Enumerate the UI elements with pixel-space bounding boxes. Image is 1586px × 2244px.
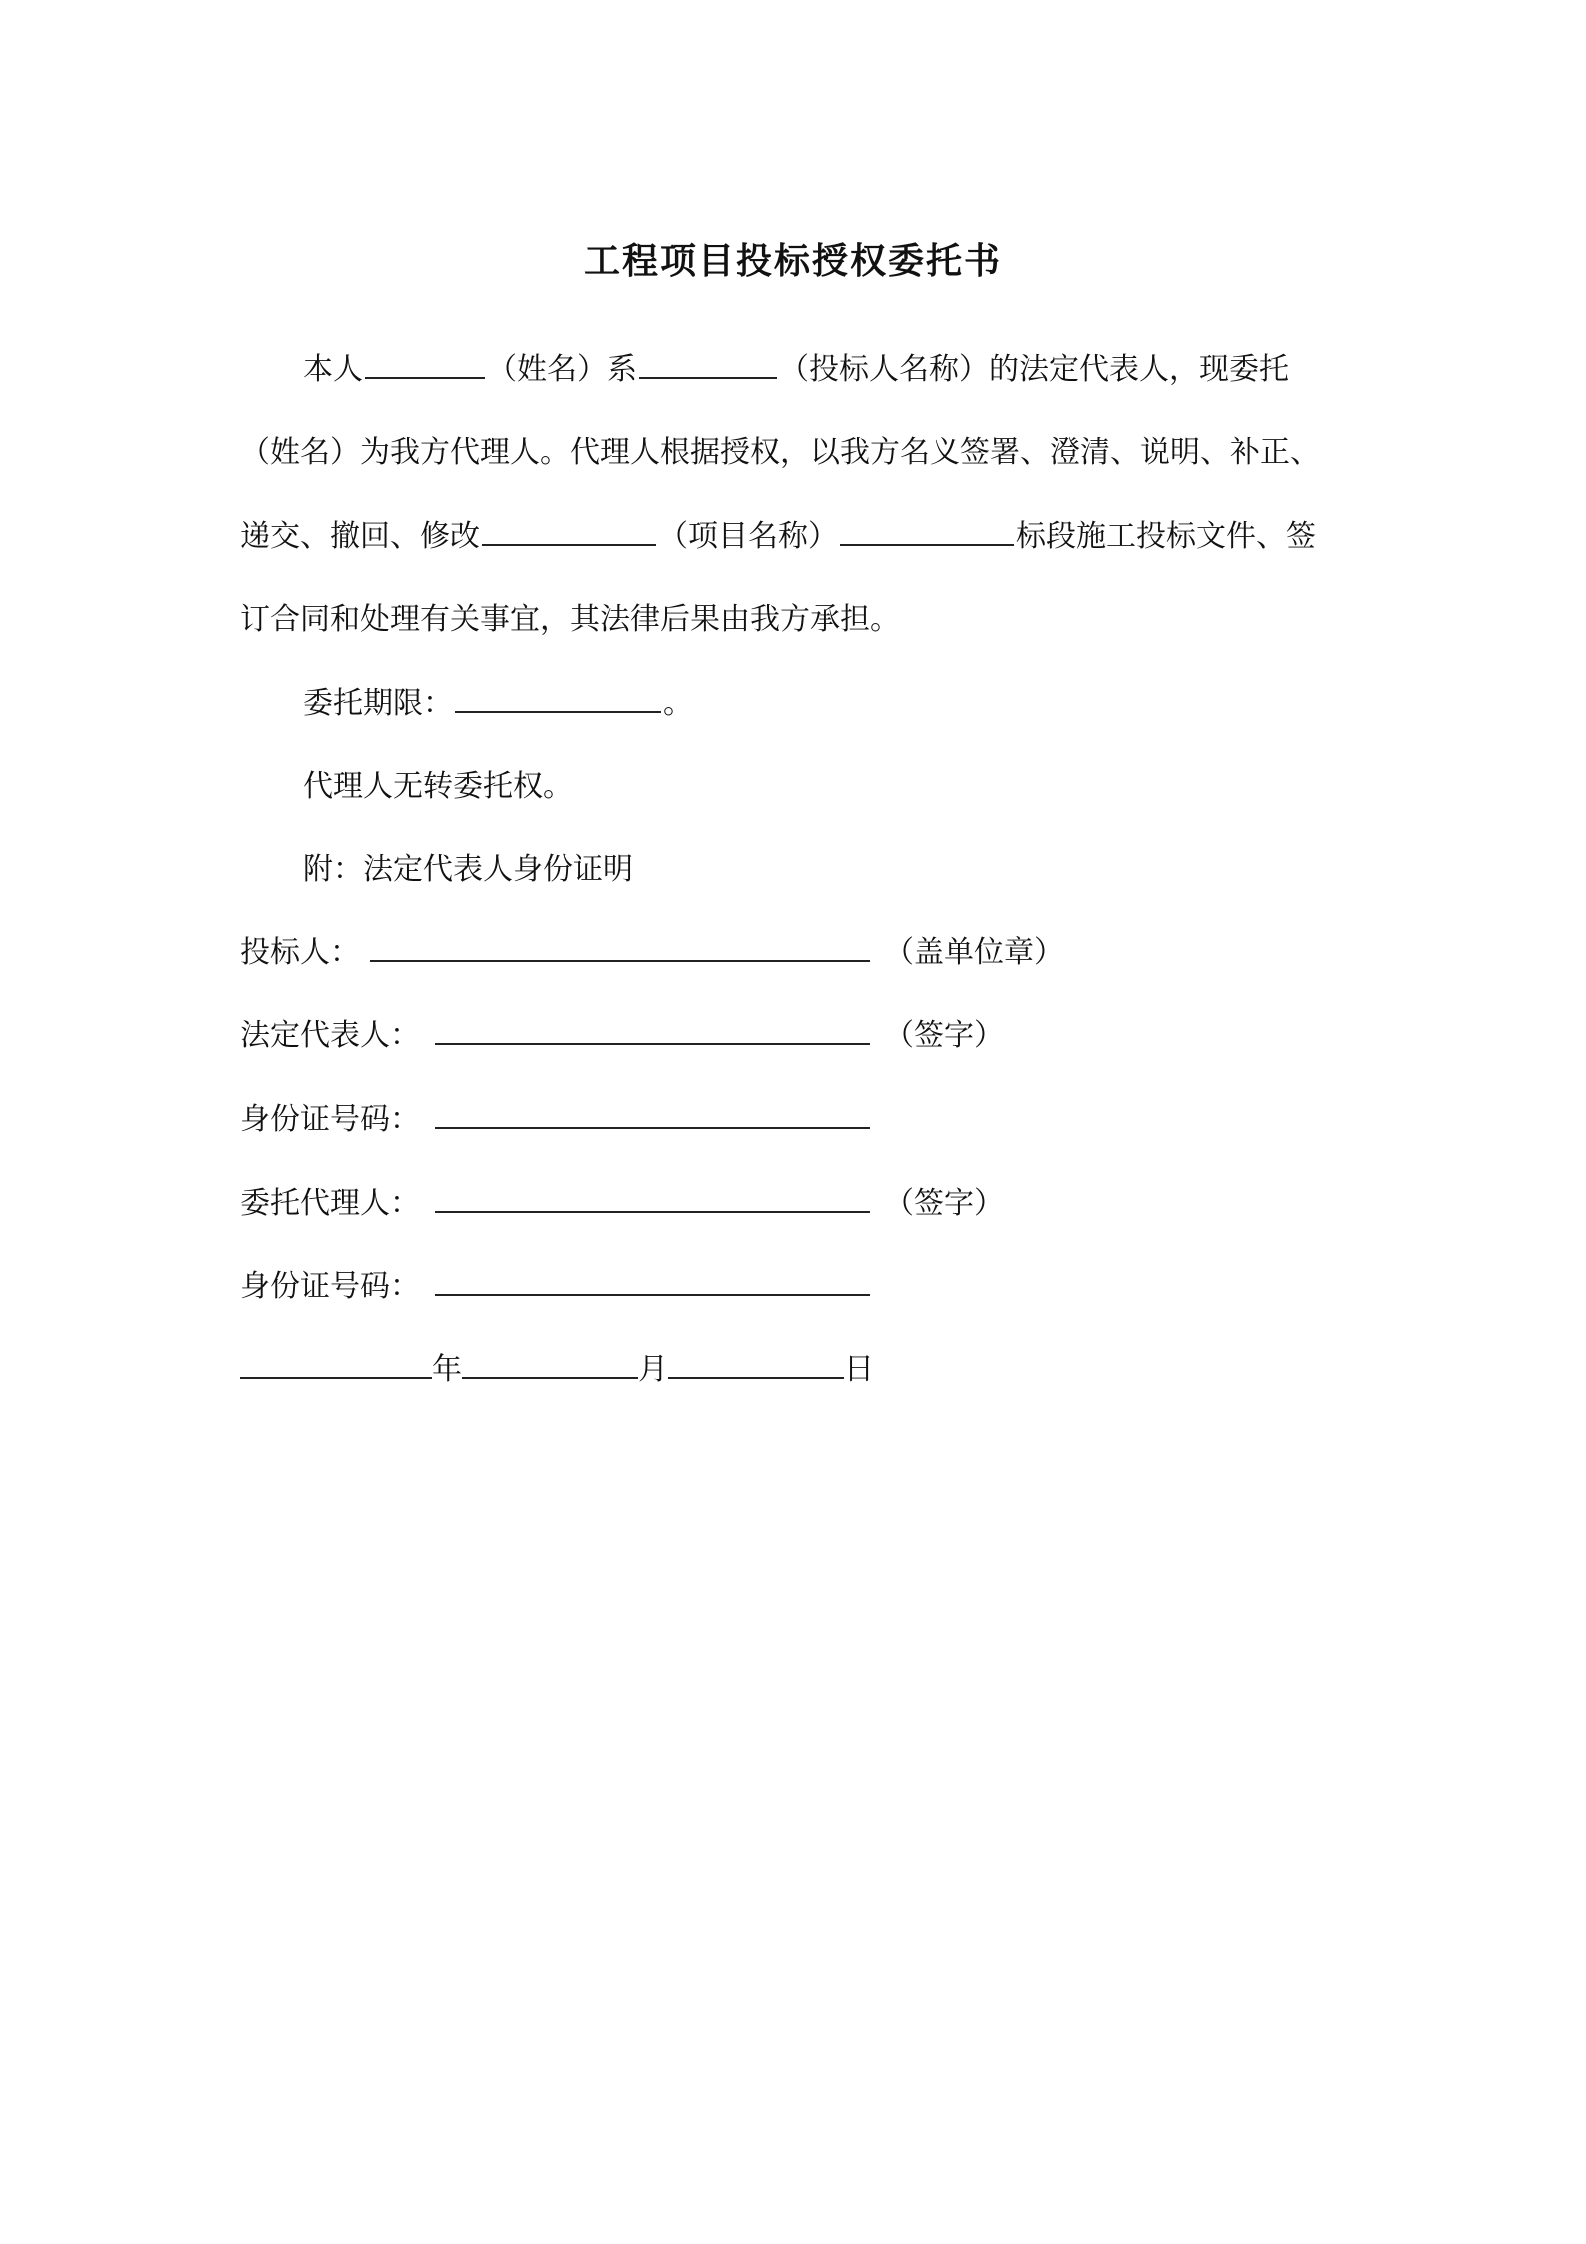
- term-end-mark: 。: [663, 686, 693, 721]
- month-blank[interactable]: [462, 1353, 638, 1379]
- name-blank[interactable]: [365, 353, 485, 379]
- id-number-row-1: [240, 1090, 870, 1150]
- body-line-3: [240, 507, 1316, 567]
- document-title: 工程项目投标授权委托书: [583, 241, 1002, 282]
- legal-rep-blank[interactable]: [435, 1019, 870, 1045]
- body-line-2: [240, 423, 1320, 483]
- term-label: 委托期限：: [303, 686, 453, 721]
- text-submit-withdraw: 递交、撤回、修改: [240, 519, 480, 554]
- bidder-blank[interactable]: [370, 936, 870, 962]
- day-blank[interactable]: [668, 1353, 844, 1379]
- section-blank[interactable]: [840, 520, 1014, 546]
- text-section-bid-docs: 标段施工投标文件、签: [1016, 519, 1316, 554]
- day-label: 日: [844, 1352, 874, 1387]
- text-self: 本人: [303, 352, 363, 387]
- id-number-row-2: [240, 1257, 870, 1317]
- text-project-name: （项目名称）: [658, 519, 838, 554]
- text-legal-rep-entrust: （投标人名称）的法定代表人，现委托: [779, 352, 1289, 387]
- project-name-blank[interactable]: [482, 520, 656, 546]
- attachment-text: 附：法定代表人身份证明: [303, 852, 633, 887]
- legal-rep-sign-note: （签字）: [884, 1018, 1004, 1053]
- legal-rep-row: [240, 1006, 1004, 1066]
- month-label: 月: [638, 1352, 668, 1387]
- bidder-row: [240, 923, 1064, 983]
- year-label: 年: [432, 1352, 462, 1387]
- date-row: [240, 1340, 874, 1400]
- no-transfer-line: [303, 757, 573, 817]
- agent-sign-note: （签字）: [884, 1186, 1004, 1221]
- term-blank[interactable]: [455, 687, 661, 713]
- agent-label: 委托代理人：: [240, 1186, 420, 1221]
- id-number-label-1: 身份证号码：: [240, 1102, 420, 1137]
- body-line-4: [240, 590, 900, 650]
- agent-blank[interactable]: [435, 1187, 870, 1213]
- year-blank[interactable]: [240, 1353, 432, 1379]
- legal-rep-label: 法定代表人：: [240, 1018, 420, 1053]
- bidder-seal-note: （盖单位章）: [884, 935, 1064, 970]
- agent-row: [240, 1174, 1004, 1234]
- no-transfer-text: 代理人无转委托权。: [303, 769, 573, 804]
- text-contract-affairs: 订合同和处理有关事宜，其法律后果由我方承担。: [240, 602, 900, 637]
- term-line: [303, 674, 693, 734]
- bidder-label: 投标人：: [240, 935, 360, 970]
- text-agent-authority: （姓名）为我方代理人。代理人根据授权，以我方名义签署、澄清、说明、补正、: [240, 435, 1320, 470]
- body-line-1: [303, 340, 1289, 400]
- bidder-name-blank[interactable]: [639, 353, 777, 379]
- id-number-label-2: 身份证号码：: [240, 1269, 420, 1304]
- attachment-line: [303, 840, 633, 900]
- id-number-blank-1[interactable]: [435, 1103, 870, 1129]
- id-number-blank-2[interactable]: [435, 1270, 870, 1296]
- text-name-is: （姓名）系: [487, 352, 637, 387]
